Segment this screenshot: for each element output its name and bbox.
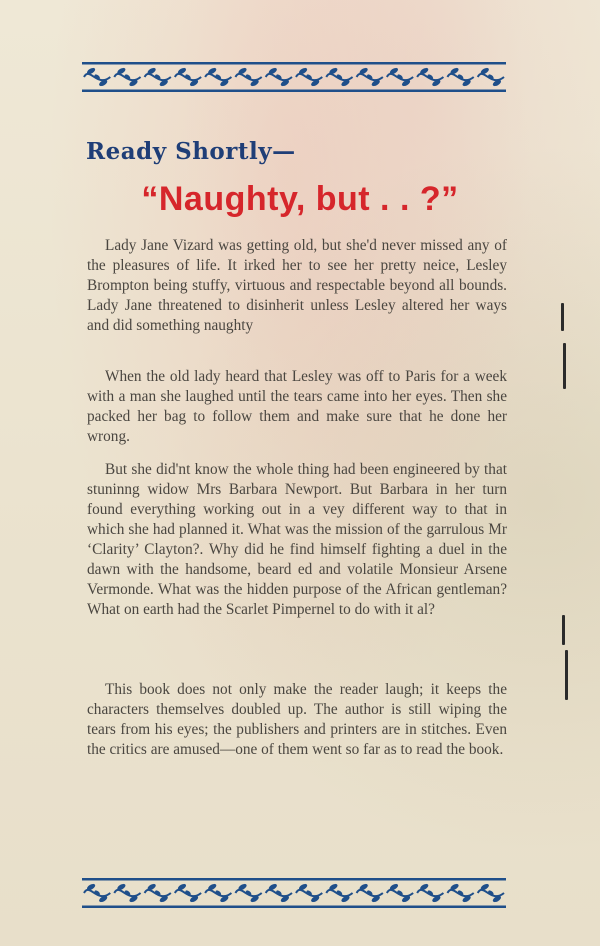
blurb-paragraph-1: Lady Jane Vizard was getting old, but she'd never missed any of the pleasures of life. It irked her to see her pretty neice, Lesley Brompton being stuffy, virtuous and respectable beyond all bounds. Lady Jane threatened to disinherit unless Lesley altered her ways and did something naughty [87,237,507,334]
binding-staple [565,650,568,700]
binding-staple [563,343,566,389]
ornamental-border-top [82,62,506,92]
blurb-paragraph-4: This book does not only make the reader laugh; it keeps the characters themselves doubled up. The author is still wiping the tears from his eyes; the publishers and printers are in stitches. Even the critics are amused—one of them went so far as to read the book. [87,681,507,758]
binding-staple [562,615,565,645]
book-title: “Naughty, but . . ?” [141,180,459,218]
ornamental-border-bottom [82,878,506,908]
blurb-paragraph-3: But she did'nt know the whole thing had been engineered by that stuninng widow Mrs Barbara Newport. But Barbara in her turn found everything working out in a vey different way to that in which she had planned it. What was the mission of the garrulous Mr ‘Clarity’ Clayton?. Why did he find himself fighting a duel in the dawn with the handsome, beard ed and volatile Monsieur Arsene Vermonde. What was the hidden purpose of the African gentleman? What on earth had the Scarlet Pimpernel to do with it al? [87,461,507,618]
ready-shortly-heading: Ready Shortly— [86,138,296,165]
binding-staple [561,303,564,331]
blurb-paragraph-2: When the old lady heard that Lesley was off to Paris for a week with a man she laughed until the tears came into her eyes. Then she packed her bag to follow them and make sure that he done her wrong. [87,368,507,445]
